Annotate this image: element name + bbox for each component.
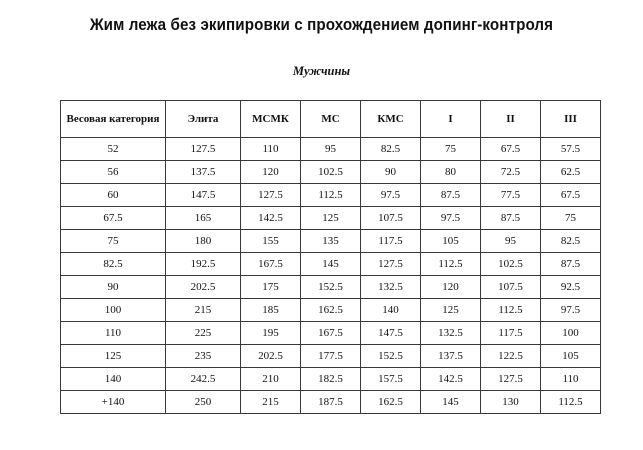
- weight-class-cell: 110: [61, 322, 166, 345]
- table-cell: 125: [301, 207, 361, 230]
- table-row: [61, 230, 601, 253]
- table-cell: 127.5: [166, 138, 241, 161]
- table-row: [61, 207, 601, 230]
- table-cell: 97.5: [541, 299, 601, 322]
- table-cell: 162.5: [361, 391, 421, 414]
- table-cell: 147.5: [166, 184, 241, 207]
- table-cell: 127.5: [361, 253, 421, 276]
- table-cell: 127.5: [241, 184, 301, 207]
- column-header: Элита: [166, 101, 241, 138]
- table-cell: 202.5: [166, 276, 241, 299]
- table-cell: 185: [241, 299, 301, 322]
- table-cell: 57.5: [541, 138, 601, 161]
- table-cell: 87.5: [421, 184, 481, 207]
- column-header: III: [541, 101, 601, 138]
- table-cell: 175: [241, 276, 301, 299]
- table-cell: 215: [166, 299, 241, 322]
- table-cell: 105: [421, 230, 481, 253]
- table-cell: 177.5: [301, 345, 361, 368]
- standards-table: [60, 100, 601, 414]
- weight-class-cell: 60: [61, 184, 166, 207]
- table-cell: 87.5: [541, 253, 601, 276]
- table-cell: 62.5: [541, 161, 601, 184]
- table-cell: 225: [166, 322, 241, 345]
- column-header: I: [421, 101, 481, 138]
- column-header: МСМК: [241, 101, 301, 138]
- table-cell: 162.5: [301, 299, 361, 322]
- table-cell: 95: [301, 138, 361, 161]
- table-cell: 112.5: [541, 391, 601, 414]
- table-cell: 155: [241, 230, 301, 253]
- table-cell: 112.5: [301, 184, 361, 207]
- table-cell: 107.5: [361, 207, 421, 230]
- table-cell: 137.5: [421, 345, 481, 368]
- table-cell: 250: [166, 391, 241, 414]
- table-cell: 112.5: [421, 253, 481, 276]
- weight-class-cell: 75: [61, 230, 166, 253]
- weight-class-cell: 67.5: [61, 207, 166, 230]
- table-cell: 165: [166, 207, 241, 230]
- table-cell: 202.5: [241, 345, 301, 368]
- table-cell: 97.5: [421, 207, 481, 230]
- table-cell: 210: [241, 368, 301, 391]
- table-row: [61, 184, 601, 207]
- table-cell: 180: [166, 230, 241, 253]
- header-row: [61, 101, 601, 138]
- table-row: [61, 322, 601, 345]
- weight-class-cell: 125: [61, 345, 166, 368]
- table-cell: 72.5: [481, 161, 541, 184]
- weight-class-cell: 90: [61, 276, 166, 299]
- table-cell: 102.5: [301, 161, 361, 184]
- table-cell: 137.5: [166, 161, 241, 184]
- table-cell: 142.5: [421, 368, 481, 391]
- table-cell: 145: [301, 253, 361, 276]
- table-cell: 157.5: [361, 368, 421, 391]
- table-cell: 117.5: [481, 322, 541, 345]
- table-cell: 140: [361, 299, 421, 322]
- column-header: КМС: [361, 101, 421, 138]
- table-cell: 112.5: [481, 299, 541, 322]
- table-cell: 152.5: [361, 345, 421, 368]
- table-row: [61, 276, 601, 299]
- weight-class-cell: 56: [61, 161, 166, 184]
- table-cell: 195: [241, 322, 301, 345]
- table-header: [61, 101, 601, 138]
- table-cell: 167.5: [241, 253, 301, 276]
- table-cell: 142.5: [241, 207, 301, 230]
- table-cell: 105: [541, 345, 601, 368]
- weight-class-cell: +140: [61, 391, 166, 414]
- table-cell: 87.5: [481, 207, 541, 230]
- table-cell: 132.5: [421, 322, 481, 345]
- table-cell: 110: [541, 368, 601, 391]
- table-cell: 90: [361, 161, 421, 184]
- table-cell: 122.5: [481, 345, 541, 368]
- weight-class-cell: 140: [61, 368, 166, 391]
- table-cell: 125: [421, 299, 481, 322]
- table-cell: 215: [241, 391, 301, 414]
- column-header: МС: [301, 101, 361, 138]
- table-cell: 187.5: [301, 391, 361, 414]
- table-cell: 82.5: [361, 138, 421, 161]
- table-cell: 92.5: [541, 276, 601, 299]
- table-cell: 130: [481, 391, 541, 414]
- table-row: [61, 253, 601, 276]
- section-subtitle: Мужчины: [292, 64, 351, 78]
- table-cell: 67.5: [541, 184, 601, 207]
- table-cell: 117.5: [361, 230, 421, 253]
- table-cell: 95: [481, 230, 541, 253]
- table-cell: 182.5: [301, 368, 361, 391]
- table-cell: 235: [166, 345, 241, 368]
- table-row: [61, 345, 601, 368]
- table-cell: 80: [421, 161, 481, 184]
- table-cell: 97.5: [361, 184, 421, 207]
- table-cell: 82.5: [541, 230, 601, 253]
- table-cell: 132.5: [361, 276, 421, 299]
- column-header: II: [481, 101, 541, 138]
- page-title: Жим лежа без экипировки с прохождением допинг-контроля: [89, 16, 554, 34]
- weight-class-cell: 82.5: [61, 253, 166, 276]
- column-header-weight-class: Весовая категория: [61, 101, 166, 138]
- table-cell: 152.5: [301, 276, 361, 299]
- weight-class-cell: 100: [61, 299, 166, 322]
- table-row: [61, 391, 601, 414]
- table-cell: 147.5: [361, 322, 421, 345]
- table-row: [61, 161, 601, 184]
- table-cell: 120: [421, 276, 481, 299]
- table-cell: 67.5: [481, 138, 541, 161]
- table-cell: 127.5: [481, 368, 541, 391]
- table-cell: 167.5: [301, 322, 361, 345]
- table-row: [61, 368, 601, 391]
- table-cell: 135: [301, 230, 361, 253]
- table-cell: 107.5: [481, 276, 541, 299]
- table-cell: 120: [241, 161, 301, 184]
- table-cell: 242.5: [166, 368, 241, 391]
- table-cell: 145: [421, 391, 481, 414]
- table-cell: 75: [421, 138, 481, 161]
- weight-class-cell: 52: [61, 138, 166, 161]
- table-cell: 192.5: [166, 253, 241, 276]
- table-cell: 110: [241, 138, 301, 161]
- table-cell: 77.5: [481, 184, 541, 207]
- table-cell: 102.5: [481, 253, 541, 276]
- table-row: [61, 299, 601, 322]
- table-cell: 100: [541, 322, 601, 345]
- table-body: [61, 138, 601, 414]
- table-row: [61, 138, 601, 161]
- table-cell: 75: [541, 207, 601, 230]
